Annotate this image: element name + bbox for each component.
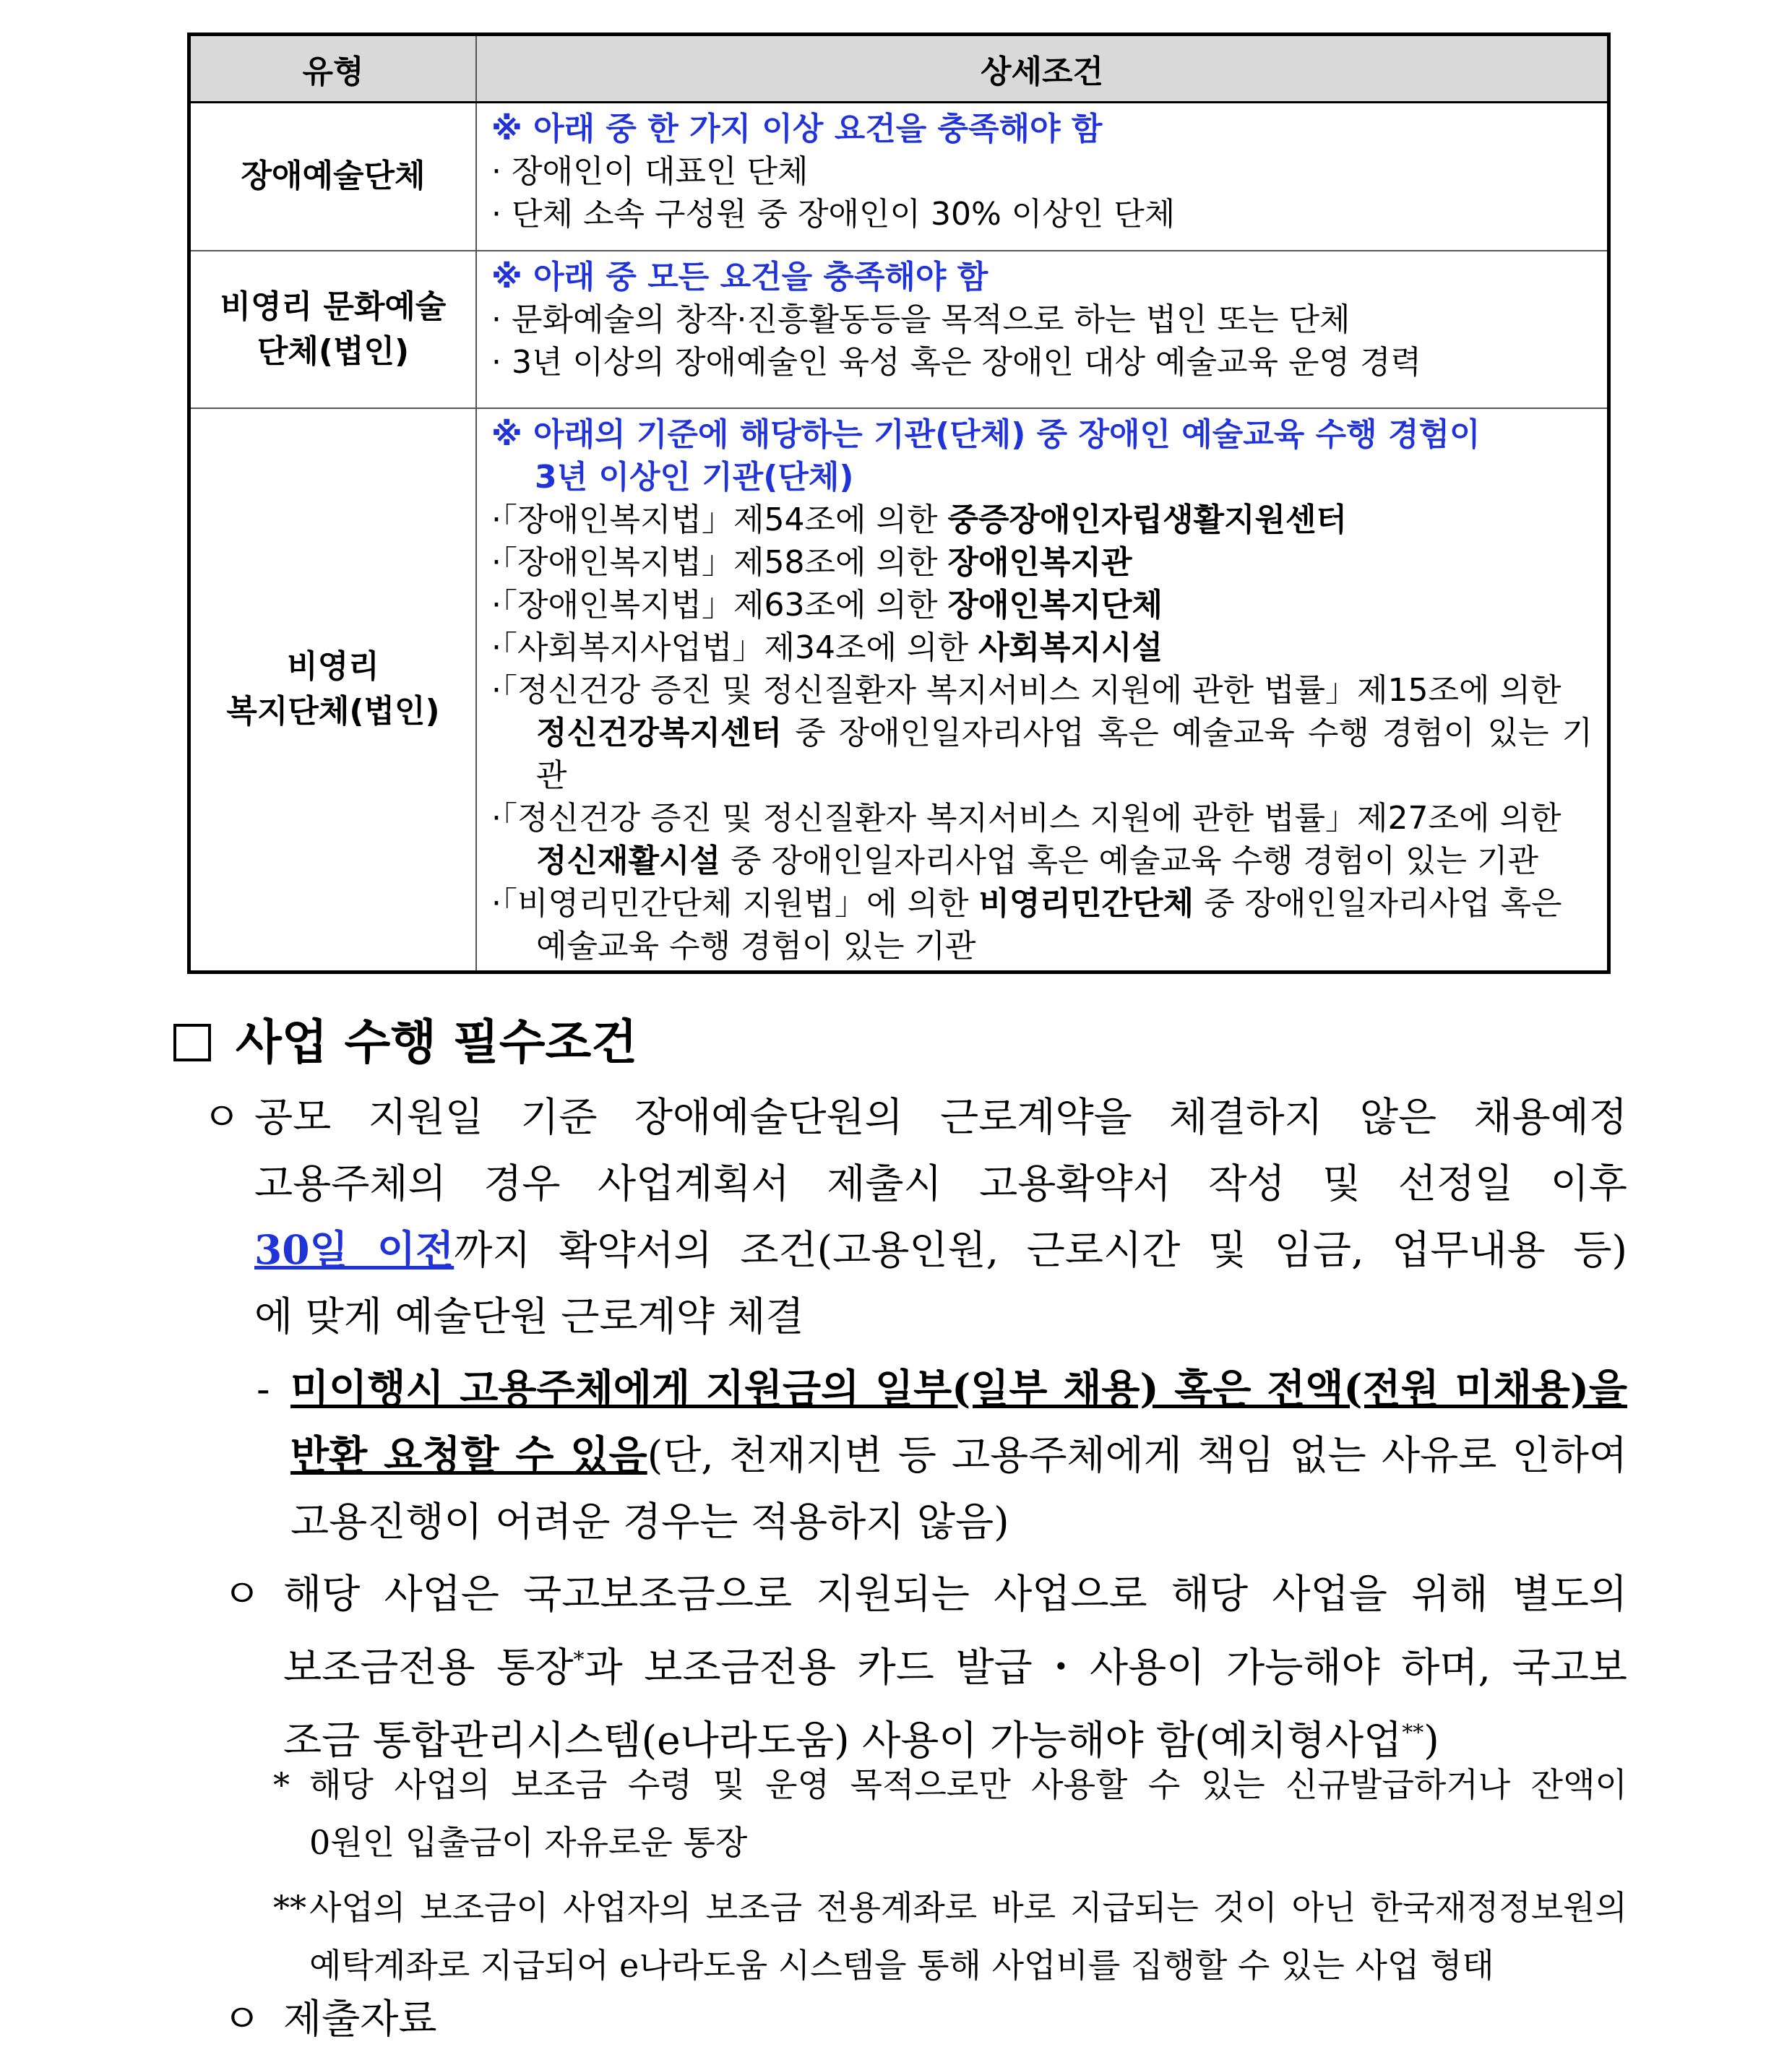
paragraph-refund-notice: 미이행시 고용주체에게 지원금의 일부(일부 채용) 혹은 전액(전원 미채용)을 반환 요청할 수 있음(단, 천재지변 등 고용주체에게 책임 없는 사유로 인하여 고용진행이 어려운 경우는 적용하지 않음)	[290, 1355, 1627, 1555]
type-label: 장애예술단체	[241, 158, 426, 195]
type-label: 비영리 문화예술	[220, 288, 447, 325]
dash-bullet: -	[257, 1366, 270, 1412]
institution-name: 중증장애인자립생활지원센터	[947, 501, 1348, 538]
footnote-2: 사업의 보조금이 사업자의 보조금 전용계좌로 바로 지급되는 것이 아닌 한국재정정보원의 예탁계좌로 지급되어 e나라도움 시스템을 통해 사업비를 집행할 수 있는 사업 형태	[309, 1888, 1627, 1985]
condition-item: ·「비영리민간단체 지원법」에 의한 비영리민간단체 중 장애인일자리사업 혹은 예술교육 수행 경험이 있는 기관	[491, 884, 1562, 965]
refund-warning: 미이행시 고용주체에게 지원금의 일부(일부 채용) 혹은 전액(전원 미채용)을	[290, 1365, 1627, 1412]
circle-bullet-icon: ㅇ	[202, 1094, 241, 1140]
condition-cell	[476, 103, 1609, 251]
eligibility-table	[187, 33, 1611, 974]
condition-cell	[476, 251, 1609, 408]
condition-item: · 장애인이 대표인 단체	[491, 153, 809, 190]
deadline-highlight: 30일 이전	[254, 1226, 455, 1273]
condition-item: ·「사회복지사업법」제34조에 의한 사회복지시설	[491, 629, 1163, 666]
footnote-mark: *	[273, 1765, 290, 1804]
institution-name: 장애인복지관	[947, 543, 1132, 581]
condition-item: · 3년 이상의 장애예술인 육성 혹은 장애인 대상 예술교육 운영 경력	[491, 343, 1421, 381]
institution-name: 정신건강복지센터	[536, 714, 783, 751]
type-cell	[189, 103, 477, 251]
institution-name: 사회복지시설	[978, 629, 1163, 666]
institution-name: 정신재활시설	[536, 842, 721, 879]
institution-name: 장애인복지단체	[947, 586, 1163, 624]
footnote-1: 해당 사업의 보조금 수령 및 운영 목적으로만 사용할 수 있는 신규발급하거나 잔액이 0원인 입출금이 자유로운 통장	[309, 1765, 1627, 1862]
condition-note: ※ 아래 중 모든 요건을 충족해야 함	[491, 258, 988, 296]
institution-name: 비영리민간단체	[978, 884, 1194, 922]
paragraph-subsidy-account: 해당 사업은 국고보조금으로 지원되는 사업으로 해당 사업을 위해 별도의 보조금전용 통장*과 보조금전용 카드 발급・사용이 가능해야 하며, 국고보 조금 통합관리시스템(e나라도움) 사용이 가능해야 함(예치형사업**)	[283, 1571, 1627, 1764]
paragraph-submission-materials: 제출자료	[283, 1996, 437, 2042]
condition-item: ·「장애인복지법」제63조에 의한 장애인복지단체	[491, 586, 1163, 624]
condition-item: · 단체 소속 구성원 중 장애인이 30% 이상인 단체	[491, 196, 1176, 233]
condition-note: ※ 아래의 기준에 해당하는 기관(단체) 중 장애인 예술교육 수행 경험이	[491, 415, 1481, 453]
condition-item: ·「장애인복지법」제58조에 의한 장애인복지관	[491, 543, 1132, 581]
table-row	[189, 103, 1609, 251]
circle-bullet-icon: ㅇ	[223, 1996, 262, 2042]
type-label: 비영리	[287, 648, 379, 685]
header-type: 유형	[189, 35, 477, 103]
paragraph-employment-contract: 공모 지원일 기준 장애예술단원의 근로계약을 체결하지 않은 채용예정 고용주체의 경우 사업계획서 제출시 고용확약서 작성 및 선정일 이후 30일 이전까지 확약서의 조건(고용인원, 근로시간 및 임금, 업무내용 등) 에 맞게 예술단원 근로계약 체결	[254, 1094, 1628, 1340]
type-label: 단체(법인)	[257, 332, 410, 370]
condition-note: 3년 이상인 기관(단체)	[535, 458, 854, 496]
table-header-row	[189, 35, 1609, 103]
type-cell	[189, 251, 477, 408]
type-label: 복지단체(법인)	[226, 693, 440, 730]
footnote-mark: **	[273, 1888, 306, 1927]
table-row	[189, 408, 1609, 973]
section-title: 사업 수행 필수조건	[236, 1014, 638, 1070]
refund-warning: 반환 요청할 수 있음	[290, 1431, 647, 1478]
header-detail: 상세조건	[476, 35, 1609, 103]
table-row	[189, 251, 1609, 408]
circle-bullet-icon: ㅇ	[223, 1571, 262, 1617]
footnote-mark: **	[1402, 1720, 1424, 1746]
section-heading	[173, 1010, 637, 1075]
condition-item: · 문화예술의 창작·진흥활동등을 목적으로 하는 법인 또는 단체	[491, 301, 1351, 338]
condition-item: ·「정신건강 증진 및 정신질환자 복지서비스 지원에 관한 법률」제27조에 의한 정신재활시설 중 장애인일자리사업 혹은 예술교육 수행 경험이 있는 기관	[491, 799, 1561, 879]
footnote-mark: *	[573, 1647, 585, 1673]
condition-note: ※ 아래 중 한 가지 이상 요건을 충족해야 함	[491, 111, 1103, 147]
condition-item: ·「정신건강 증진 및 정신질환자 복지서비스 지원에 관한 법률」제15조에 의한 정신건강복지센터 중 장애인일자리사업 혹은 예술교육 수행 경험이 있는 기관	[491, 671, 1593, 794]
checkbox-square-icon	[173, 1024, 211, 1061]
condition-cell	[476, 408, 1609, 973]
condition-item: ·「장애인복지법」제54조에 의한 중증장애인자립생활지원센터	[491, 501, 1348, 538]
type-cell	[189, 408, 477, 973]
